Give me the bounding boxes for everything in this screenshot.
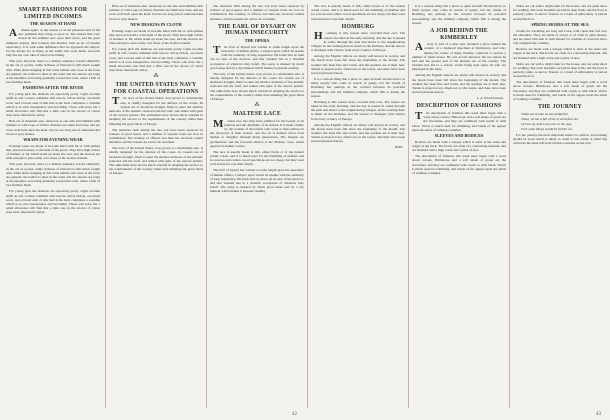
column-5	[408, 4, 506, 408]
article-heading: A JOB BEHIND THE KIMBERLEY	[430, 28, 488, 41]
body-paragraph: The description of fashions this week must begin with a word about colours. Heliotrope and a soft shade of green are the favourites, and they are combined with cream or with black. Velvet is much used for trimming, and bands of fur appear upon the skirts of walking costumes.	[412, 154, 506, 176]
article-heading: THE UNITED STATES NAVY FOR COASTAL OPERATIONS	[113, 82, 199, 95]
section-subhead: WRAPS FOR EVENING WEAR	[23, 137, 83, 143]
column-6	[509, 4, 607, 408]
poem-line: Fore what things would be further on.	[521, 127, 573, 132]
body-paragraph: The navy of the United States, now grown to considerable size, is chiefly designed for the defence of the coasts. Its vessels are of moderate draught, fitted to enter the shallow harbours of the Atlantic seaboard and the Gulf, and armed with guns of the newest pattern. The authorities have shown much wisdom in adapting the service to the requirements of the country rather than imitating the great fleets of Europe.	[109, 95, 203, 126]
body-paragraph: Skirts are cut with a slight train for the house, and are quite short for walking. The back breadths are laid in deep folds, and the front is perfectly plain. A narrow flounce or a band of embroidery is placed around the foot.	[513, 4, 607, 21]
body-paragraph: The monitors built during the late war have been replaced by cruisers of good speed, and a number of torpedo boats are now in commission. The training of officers and men has received careful attention, and the results are said to be excellent.	[210, 4, 304, 21]
page-number-right: 43	[596, 412, 601, 417]
body-paragraph: The lace is usually made of silk, either black or of the natural cream colour, and it is much used for the trimming of mantles and for scarves and collars. Good specimens are not cheap, but they wear well and never lose their charm.	[210, 149, 304, 167]
section-subhead: SLEEVES AND BODICES	[434, 133, 484, 139]
article-heading: MALTESE LACE	[233, 111, 281, 118]
body-paragraph: The lace is usually made of silk, either black or of the natural cream colour, and it is much used for the trimming of mantles and for scarves and collars. Good specimens are not cheap, but they wear well and never lose their charm.	[311, 4, 405, 21]
body-paragraph: For young girls the fashions are especially pretty. Light woollen stuffs in soft colours, trimmed with narrow velvet ribbon, are much worn, and a broad sash of silk tied at the back completes a costume which is at once inexpensive and becoming. Those who have but a small allowance will find that a little care in the choice of colour does more than much outlay.	[6, 189, 100, 215]
section-subhead: FASHIONS AFTER THE RIVER	[22, 85, 84, 91]
column-3	[206, 4, 304, 408]
author-signature: JEAN.	[394, 145, 403, 150]
body-paragraph: Among the English visitors are many well known in society, and the hotels have been full since the beginning of the month. The weather has been fine and warm, and the gardens are at their best. Tennis is played every afternoon on the lawns, and there have been several pleasant dances.	[311, 122, 405, 144]
body-paragraph: Evening wraps are made of brocade lined with fur or with quilted silk, and reach nearly to the hem of the gown. They have high collars of feathers or fur which stand up about the ears, and the sleeves are wide enough to pass easily over those of the bodice beneath.	[6, 143, 100, 161]
body-paragraph: For the journey the most important matter is comfort, and nothing should be worn which is likely to crush or soil easily. A small bag carried in the hand will hold all that is needed on the way.	[513, 132, 607, 146]
body-paragraph: The description of fashions this week must begin with a word about colours. Heliotrope and a soft shade of green are the favourites, and they are combined with cream or with black. Velvet is much used for trimming, and bands of fur appear upon the skirts of walking costumes.	[513, 80, 607, 102]
body-paragraph: It is a curious thing that a place so quiet in itself should attract so many people who come in search of gaiety, but the charm of Homburg lies perhaps in the contrast between its peaceful surroundings and the brilliant company which fills it during the season.	[311, 77, 405, 98]
body-paragraph: Cloaks for travelling are long and loose, with capes that fall over the shoulders. They are made of tweed or of cloth in quiet shades, and are lined with silk or with flannel for warmth. A close hat and a veil complete the costume.	[513, 28, 607, 46]
author-signature: L. A. Schvartzmann.	[476, 96, 504, 101]
section-ornament: ⁂	[153, 74, 159, 80]
article-heading: SMART FASHIONS FOR LIMITED INCOMES	[18, 7, 88, 20]
column-4	[307, 4, 405, 408]
poem-line: Thing; he but a fall of the of all before me.	[521, 117, 579, 122]
section-subhead: THE OPERA	[244, 38, 270, 43]
body-paragraph: The navy of the United States, now grown to considerable size, is chiefly designed for the defence of the coasts. Its vessels are of moderate draught, fitted to enter the shallow harbours of the Atlantic seaboard and the Gulf, and armed with guns of the newest pattern. The authorities have shown much wisdom in adapting the service to the requirements of the country rather than imitating the great fleets of Europe.	[210, 71, 304, 102]
body-paragraph: Bodices are made with a basque which is short at the sides and longer at the back. The fronts are often of a contrasting material, and are finished with a high collar and a jabot of lace.	[412, 139, 506, 153]
article-heading: HOMBURG	[341, 23, 375, 30]
poem-line: Of how my heart was ever in the way,	[521, 122, 572, 127]
body-paragraph: Maltese lace has long been admired for the beauty of its patterns and the durability of its texture. It is made chiefly by the women of the island, who work at their pillows in the doorways of their houses, and the art is handed down from mother to daughter through many generations. The designs are geometrical, and the favourite motive is the Maltese cross, which appears in endless variety.	[210, 117, 304, 148]
column-1	[6, 4, 100, 408]
section-subhead: THE SEASON AT HAND	[29, 21, 77, 27]
body-paragraph: Bodices are made with a basque which is short at the sides and longer at the back. The fronts are often of a contrasting material, and are finished with a high collar and a jabot of lace.	[513, 47, 607, 60]
section-subhead: SPRING MODES AT THE SEA	[531, 21, 589, 27]
section-ornament: ⁂	[254, 103, 260, 109]
body-paragraph: Astory is told of a man who obtained a place behind the counter of a diamond merchant at Kimberley, and who, during the course of many months, contrived to secrete a number of small stones. He was at last detected, but not before he had sent the greater part of his plunder out of the country. The incident has led to a stricter watch being kept upon all who are employed in the trade.	[412, 41, 506, 72]
body-paragraph: Autumn again, as the season of social pleasures and of the new garments they bring, is upon us. The houses that were closed all the summer now open their doors, and the great milliners display their bonnets and mantles with an air of solemn expectancy. It is with some diffidence that we approach the subject, for the modes are as many as the ladies who wear them, and each lady has her own idea of what is becoming.	[6, 26, 100, 58]
page-number-left: 42	[292, 412, 297, 417]
body-paragraph: It is a curious thing that a place so quiet in itself should attract so many people who come in search of gaiety, but the charm of Homburg lies perhaps in the contrast between its peaceful surroundings and the brilliant company which fills it during the season.	[412, 4, 506, 25]
body-paragraph: Hats are of moderate size, turned up at one side and trimmed with feathers or with loops of ribbon. Bonnets are small and close, and are worn well back upon the head. Gloves are long and of undressed kid in tan or grey shades.	[109, 4, 203, 21]
section-subhead: NEW DESIGNS IN CLOTH	[130, 21, 182, 27]
body-paragraph: Hats are of moderate size, turned up at one side and trimmed with feathers or with loops of ribbon. Bonnets are small and close, and are worn well back upon the head. Gloves are long and of undressed kid in tan or grey shades.	[6, 119, 100, 136]
body-paragraph: Among the English visitors are many well known in society, and the hotels have been full since the beginning of the month. The weather has been fine and warm, and the gardens are at their best. Tennis is played every afternoon on the lawns, and there have been several pleasant dances.	[412, 73, 506, 95]
body-paragraph: Evening wraps are made of brocade lined with fur or with quilted silk, and reach nearly to the hem of the gown. They have high collars of feathers or fur which stand up about the ears, and the sleeves are wide enough to pass easily over those of the bodice beneath.	[109, 28, 203, 46]
article-heading: THE JOURNEY	[538, 104, 582, 111]
column-2	[105, 4, 203, 408]
body-paragraph: Homburg is this season more crowded than ever. The waters are taken in the early morning, and the day is passed in walks through the park and drives to the neighbouring villages. In the evening there is music in the Kurhaus, and the terrace is thronged with visitors from every country of Europe.	[311, 30, 405, 53]
body-paragraph: For young girls the fashions are especially pretty. Light woollen stuffs in soft colours, trimmed with narrow velvet ribbon, are much worn, and a broad sash of silk tied at the back completes a costume which is at once inexpensive and becoming. Those who have but a small allowance will find that a little care in the choice of colour does more than much outlay.	[109, 47, 203, 73]
body-paragraph: Homburg is this season more crowded than ever. The waters are taken in the early morning, and the day is passed in walks through the park and drives to the neighbouring villages. In the evening there is music in the Kurhaus, and the terrace is thronged with visitors from every country of Europe.	[311, 99, 405, 121]
body-paragraph: Skirts are cut with a slight train for the house, and are quite short for walking. The back breadths are laid in deep folds, and the front is perfectly plain. A narrow flounce or a band of embroidery is placed around the foot.	[513, 61, 607, 79]
body-paragraph: This year, however, there is a distinct tendency toward simplicity in the cut of gowns, while richness of material is still much sought after. Plain skirts hanging in full folds behind and close at the front are general; the bodice is short in the waist and the sleeves are large at the shoulder, narrowing gradually toward the wrist, where a frill of lace finishes them.	[6, 59, 100, 85]
poem-line: Think not of man as one delightful	[521, 111, 568, 116]
body-paragraph: The description of fashions this week must begin with a word about colours. Heliotrope and a soft shade of green are the favourites, and they are combined with cream or with black. Velvet is much used for trimming, and bands of fur appear upon the skirts of walking costumes.	[412, 110, 506, 132]
body-paragraph: For young girls the fashions are especially pretty. Light woollen stuffs in soft colours, trimmed with narrow velvet ribbon, are much worn, and a broad sash of silk tied at the back completes a costume which is at once inexpensive and becoming. Those who have but a small allowance will find that a little care in the choice of colour does more than much outlay.	[6, 92, 100, 118]
body-paragraph: This year, however, there is a distinct tendency toward simplicity in the cut of gowns, while richness of material is still much sought after. Plain skirts hanging in full folds behind and close at the front are general; the bodice is short in the waist and the sleeves are large at the shoulder, narrowing gradually toward the wrist, where a frill of lace finishes them.	[6, 162, 100, 188]
article-heading: DESCRIPTION OF FASHIONS	[416, 103, 502, 110]
article-heading: THE EARL OF DYSART ON HUMAN INSECURITY	[217, 23, 297, 37]
body-paragraph: The navy of the United States, now grown to considerable size, is chiefly designed for the defence of the coasts. Its vessels are of moderate draught, fitted to enter the shallow harbours of the Atlantic seaboard and the Gulf, and armed with guns of the newest pattern. The authorities have shown much wisdom in adapting the service to the requirements of the country rather than imitating the great fleets of Europe.	[109, 146, 203, 176]
body-paragraph: The monitors built during the late war have been replaced by cruisers of good speed, and a number of torpedo boats are now in commission. The training of officers and men has received careful attention, and the results are said to be excellent.	[109, 127, 203, 145]
body-paragraph: The Earl of Dysart has written at some length upon the insecurity of human affairs, a subject upon which he speaks with the authority of long experience. He holds that no man can be sure of the morrow, and that wisdom lies in a cheerful acceptance of whatever may befall. The essay is marked by much good sense and by a dry humour which makes it pleasant reading.	[210, 168, 304, 194]
body-paragraph: The Earl of Dysart has written at some length upon the insecurity of human affairs, a subject upon which he speaks with the authority of long experience. He holds that no man can be sure of the morrow, and that wisdom lies in a cheerful acceptance of whatever may befall. The essay is marked by much good sense and by a dry humour which makes it pleasant reading.	[210, 43, 304, 70]
body-paragraph: Among the English visitors are many well known in society, and the hotels have been full since the beginning of the month. The weather has been fine and warm, and the gardens are at their best. Tennis is played every afternoon on the lawns, and there have been several pleasant dances.	[311, 54, 405, 76]
